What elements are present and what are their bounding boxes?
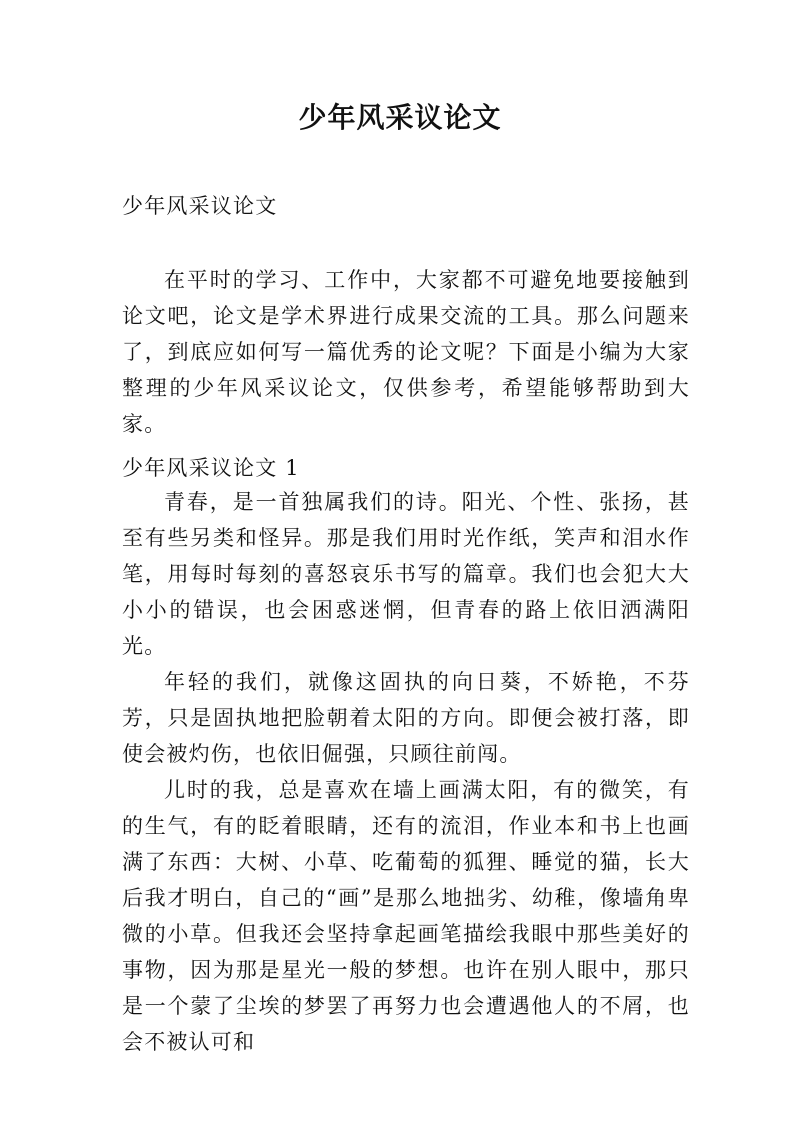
body-paragraph-1: 青春，是一首独属我们的诗。阳光、个性、张扬，甚至有些另类和怪异。那是我们用时光作纸，笑声和泪水作笔，用每时每刻的喜怒哀乐书写的篇章。我们也会犯大大小小的错误，也会困惑迷惘，但青春的路上依旧洒满阳光。 (122, 490, 690, 658)
intro-paragraph: 在平时的学习、工作中，大家都不可避免地要接触到论文吧，论文是学术界进行成果交流的工具。那么问题来了，到底应如何写一篇优秀的论文呢？下面是小编为大家整理的少年风采议论文，仅供参考，希望能够帮助到大家。 (122, 268, 690, 436)
document-title: 少年风采议论文 (298, 101, 502, 134)
body-paragraph-2: 年轻的我们，就像这固执的向日葵，不娇艳，不芬芳，只是固执地把脸朝着太阳的方向。即便会被打落，即使会被灼伤，也依旧倔强，只顾往前闯。 (122, 670, 690, 766)
body-paragraph-3: 儿时的我，总是喜欢在墙上画满太阳，有的微笑，有的生气，有的眨着眼睛，还有的流泪，作业本和书上也画满了东西：大树、小草、吃葡萄的狐狸、睡觉的猫，长大后我才明白，自己的“画”是那么地拙劣、幼稚，像墙角卑微的小草。但我还会坚持拿起画笔描绘我眼中那些美好的事物，因为那是星光一般的梦想。也许在别人眼中，那只是一个蒙了尘埃的梦罢了再努力也会遭遇他人的不屑，也会不被认可和 (122, 778, 690, 1054)
document-subtitle: 少年风采议论文 (122, 194, 278, 218)
section-body (122, 484, 690, 1060)
section-heading: 少年风采议论文 1 (122, 456, 300, 480)
